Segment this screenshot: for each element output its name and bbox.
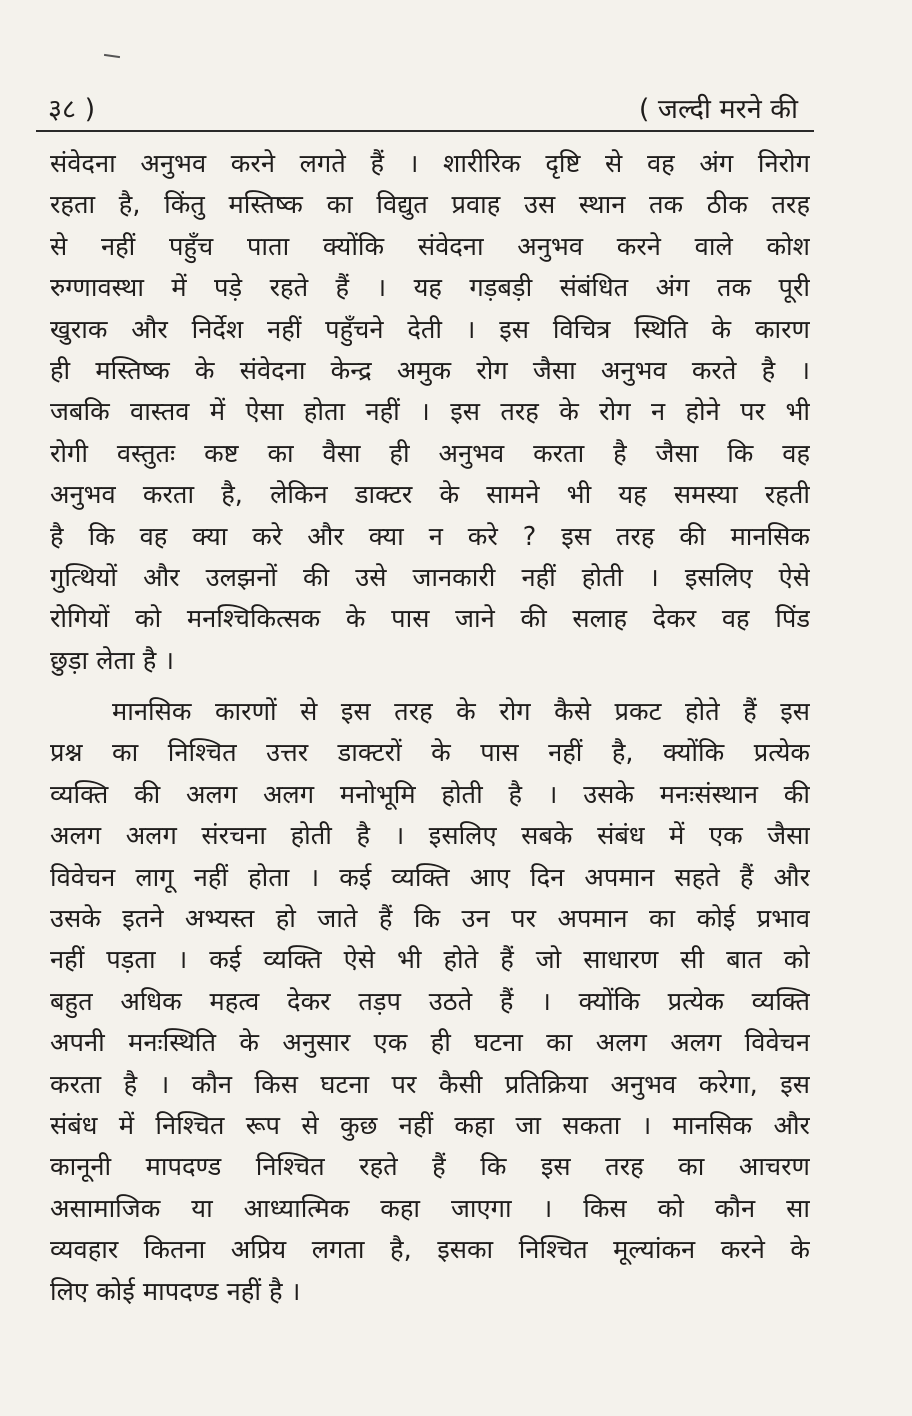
text-line: संबंध में निश्चित रूप से कुछ नहीं कहा जा सकता । मानसिक और (50, 1110, 810, 1141)
page-number: ३८ ) (48, 94, 96, 125)
text-line: अलग अलग संरचना होती है । इसलिए सबके संबंध में एक जैसा (50, 821, 810, 852)
text-line: बहुत अधिक महत्व देकर तड़प उठते हैं । क्योंकि प्रत्येक व्यक्ति (50, 986, 810, 1017)
paragraph-1 (50, 144, 810, 682)
text-line: मानसिक कारणों से इस तरह के रोग कैसे प्रकट होते हैं इस (112, 697, 810, 728)
text-line: उसके इतने अभ्यस्त हो जाते हैं कि उन पर अपमान का कोई प्रभाव (50, 904, 810, 935)
text-line: लिए कोई मापदण्ड नहीं है । (50, 1276, 301, 1307)
header-rule (36, 130, 814, 132)
page-header (36, 90, 812, 130)
text-line: रोगी वस्तुतः कष्ट का वैसा ही अनुभव करता है जैसा कि वह (50, 438, 810, 469)
text-line: नहीं पड़ता । कई व्यक्ति ऐसे भी होते हैं जो साधारण सी बात को (50, 945, 810, 976)
text-line: असामाजिक या आध्यात्मिक कहा जाएगा । किस को कौन सा (50, 1193, 810, 1224)
text-line: से नहीं पहुँच पाता क्योंकि संवेदना अनुभव करने वाले कोश (50, 231, 810, 262)
text-line: अनुभव करता है, लेकिन डाक्टर के सामने भी यह समस्या रहती (50, 480, 810, 511)
scan-mark (104, 54, 120, 58)
text-line: प्रश्न का निश्चित उत्तर डाक्टरों के पास नहीं है, क्योंकि प्रत्येक (50, 738, 810, 769)
paragraph-2 (50, 692, 810, 1313)
text-line: रहता है, किंतु मस्तिष्क का विद्युत प्रवाह उस स्थान तक ठीक तरह (50, 190, 810, 221)
text-line: व्यवहार कितना अप्रिय लगता है, इसका निश्चित मूल्यांकन करने के (50, 1235, 810, 1266)
text-line: विवेचन लागू नहीं होता । कई व्यक्ति आए दिन अपमान सहते हैं और (50, 862, 810, 893)
text-line: गुत्थियों और उलझनों की उसे जानकारी नहीं होती । इसलिए ऐसे (50, 562, 810, 593)
text-line: अपनी मनःस्थिति के अनुसार एक ही घटना का अलग अलग विवेचन (50, 1028, 810, 1059)
page-body (50, 144, 810, 1313)
text-line: कानूनी मापदण्ड निश्चित रहते हैं कि इस तरह का आचरण (50, 1152, 810, 1183)
text-line: छुड़ा लेता है । (50, 645, 175, 676)
text-line: रुग्णावस्था में पड़े रहते हैं । यह गड़बड़ी संबंधित अंग तक पूरी (50, 273, 810, 304)
running-head: ( जल्दी मरने की (638, 94, 798, 125)
text-line: व्यक्ति की अलग अलग मनोभूमि होती है । उसके मनःसंस्थान की (50, 779, 810, 810)
text-line: संवेदना अनुभव करने लगते हैं । शारीरिक दृष्टि से वह अंग निरोग (50, 149, 810, 179)
text-line: जबकि वास्तव में ऐसा होता नहीं । इस तरह के रोग न होने पर भी (50, 397, 810, 428)
text-line: है कि वह क्या करे और क्या न करे ? इस तरह की मानसिक (50, 521, 810, 552)
text-line: करता है । कौन किस घटना पर कैसी प्रतिक्रिया अनुभव करेगा, इस (50, 1069, 810, 1100)
text-line: खुराक और निर्देश नहीं पहुँचने देती । इस विचित्र स्थिति के कारण (50, 314, 810, 345)
text-line: ही मस्तिष्क के संवेदना केन्द्र अमुक रोग जैसा अनुभव करते है । (50, 355, 810, 386)
text-line: रोगियों को मनश्चिकित्सक के पास जाने की सलाह देकर वह पिंड (50, 604, 810, 635)
